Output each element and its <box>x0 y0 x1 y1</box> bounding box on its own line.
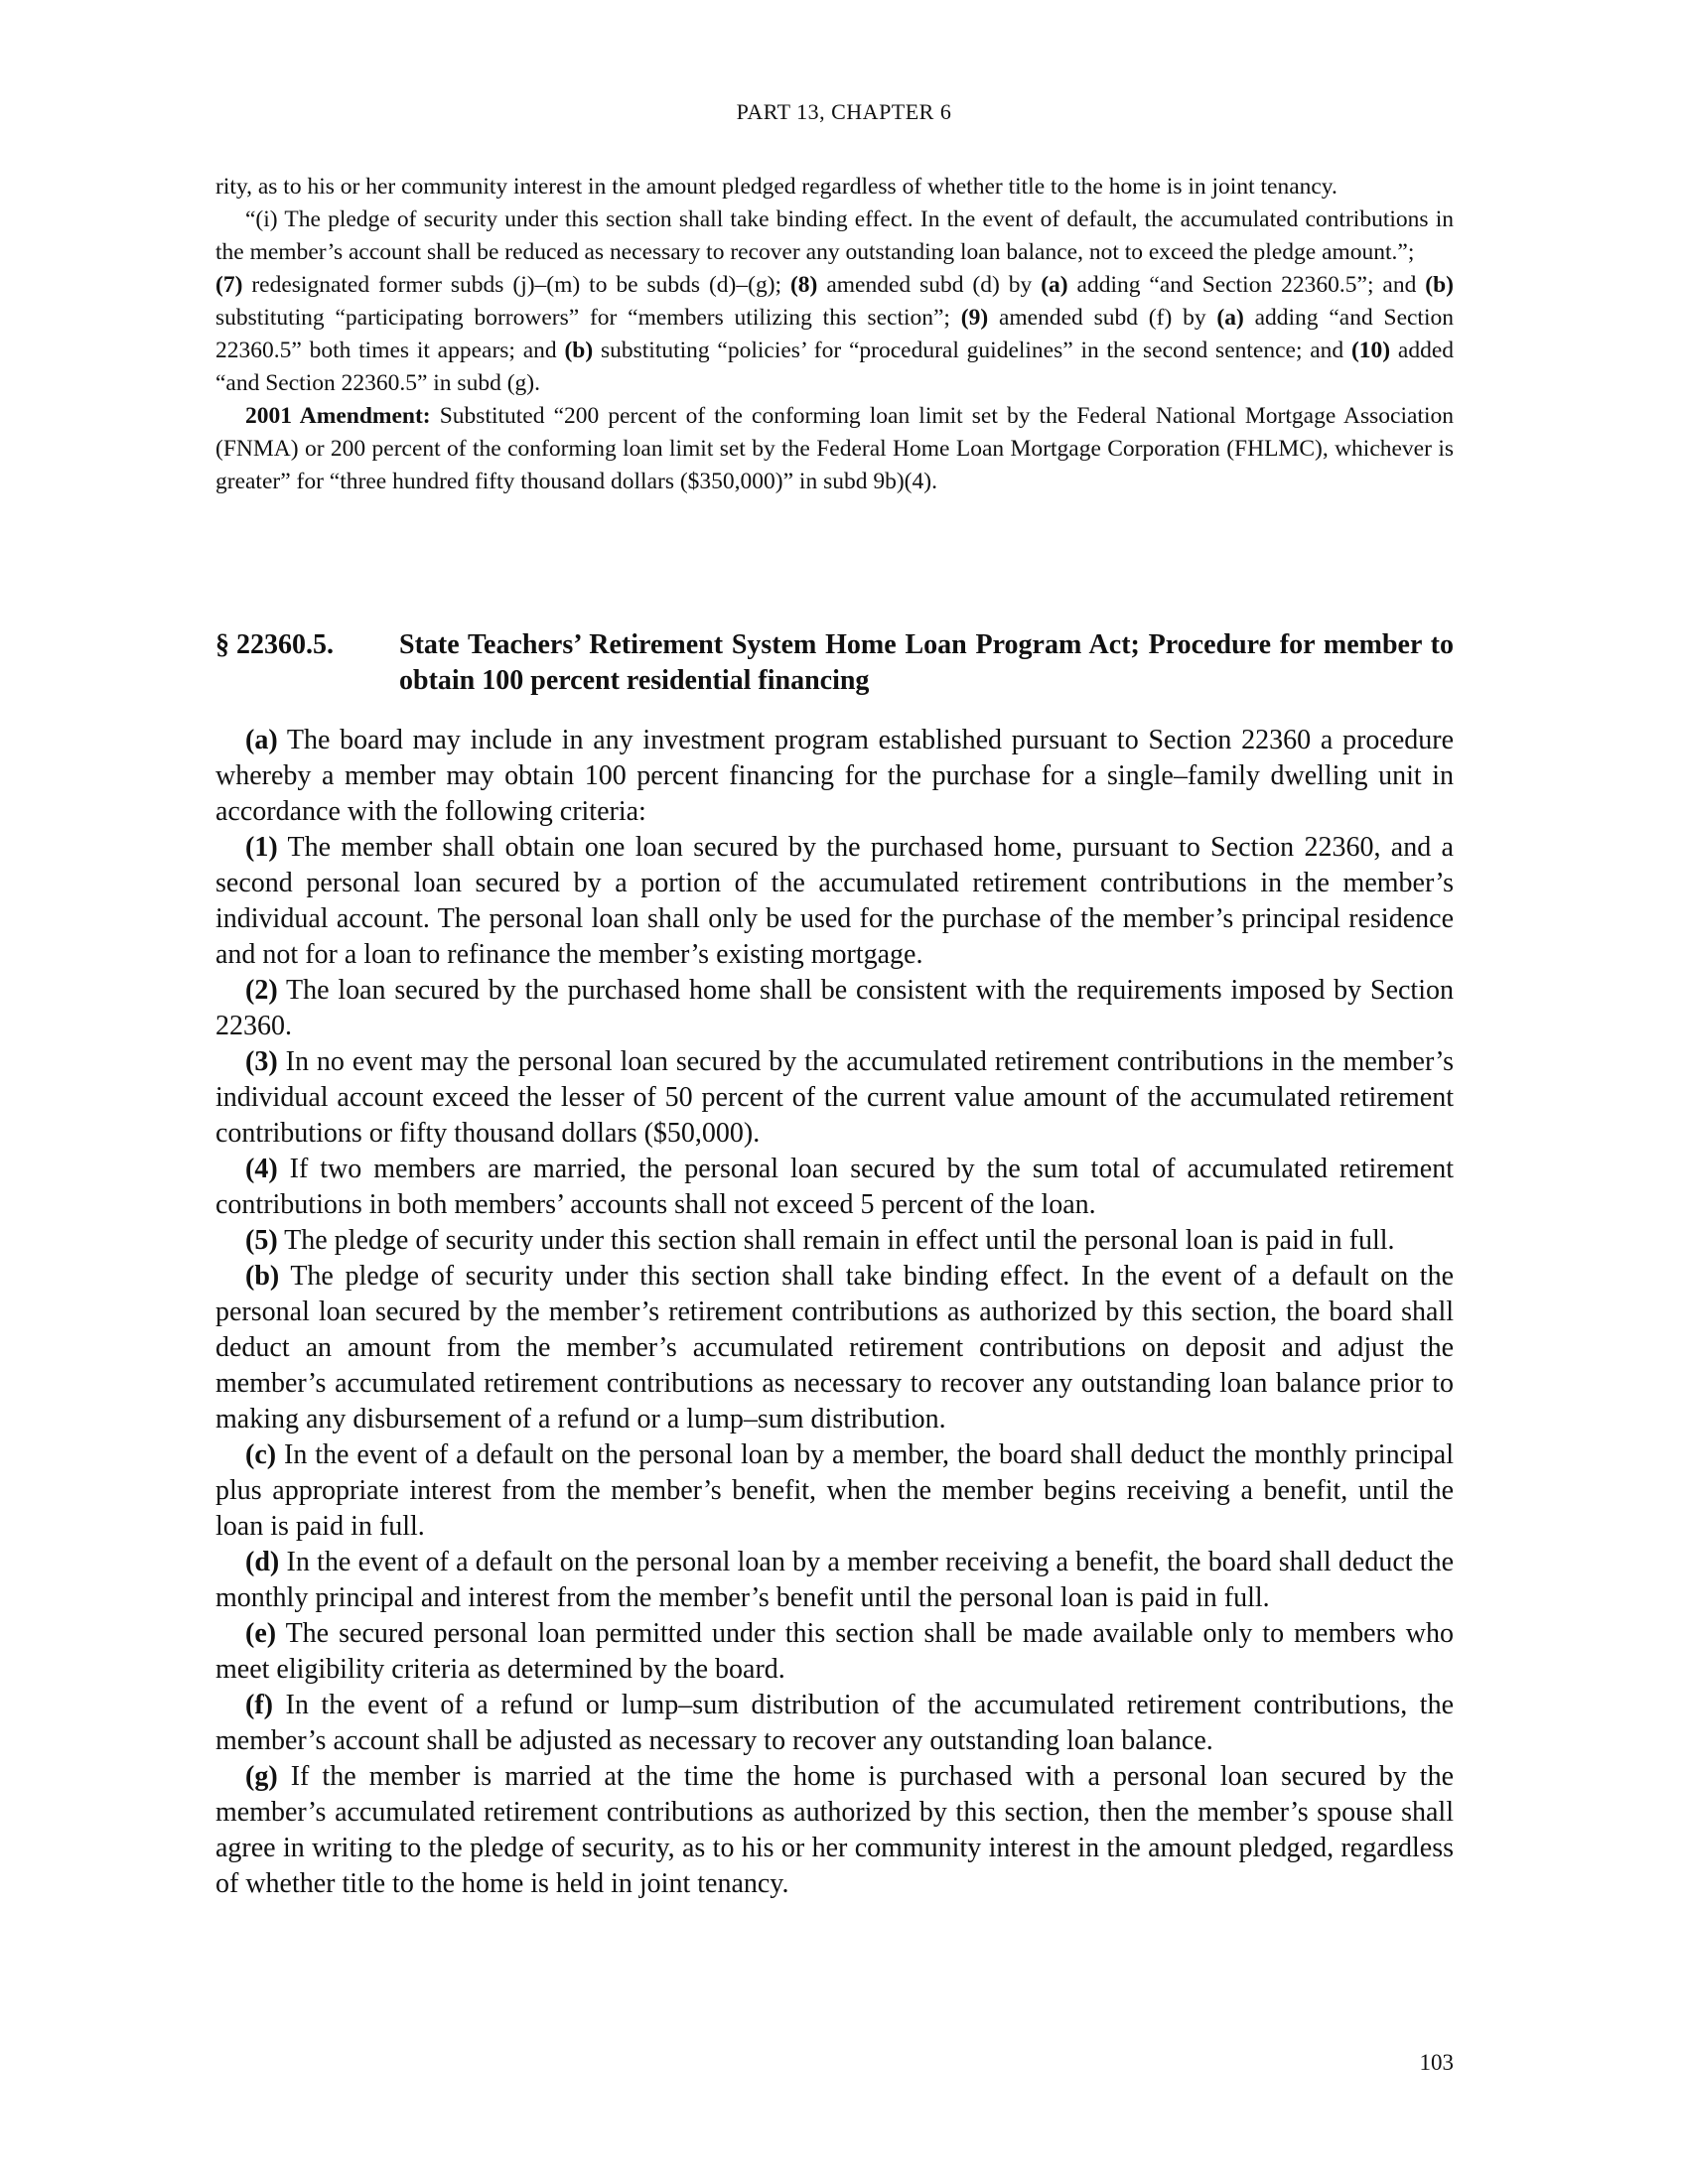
note-run-label: (9) <box>960 305 989 331</box>
page-number: 103 <box>1419 2050 1454 2075</box>
paragraph-text: In no event may the personal loan secured by the accumulated retirement contributions in the member’s individual account exceed the lesser of 50 percent of the current value amount of the accumulated retirement contributions or fifty thousand dollars ($50,000). <box>215 1046 1454 1149</box>
note-run-text: substituting “policies’ for “procedural guidelines” in the second sentence; and <box>593 338 1351 363</box>
running-head: PART 13, CHAPTER 6 <box>736 99 952 124</box>
paragraph-label: (g) <box>245 1761 278 1792</box>
section-paragraph <box>215 1688 1454 1759</box>
paragraph-text: The pledge of security under this section shall remain in effect until the personal loan is paid in full. <box>277 1225 1395 1256</box>
section-number: § 22360.5. <box>215 629 334 660</box>
note-run-text: added “and Section 22360.5” in subd (g). <box>215 338 1454 396</box>
paragraph-label: (5) <box>245 1225 278 1256</box>
note-run-text: amended subd (d) by <box>817 272 1042 298</box>
section-paragraph <box>215 1044 1454 1152</box>
note-run-text: redesignated former subds (j)–(m) to be subds (d)–(g); <box>242 272 790 298</box>
paragraph-text: The loan secured by the purchased home shall be consistent with the requirements imposed by Section 22360. <box>215 975 1454 1041</box>
note-run-label: (a) <box>1216 305 1244 331</box>
note-run-label: (a) <box>1041 272 1068 298</box>
amendment-text: Substituted “200 percent of the conforming loan limit set by the Federal National Mortgage Association (FNMA) or 200 percent of the conforming loan limit set by the Federal Home Loan Mortgage Corporation (FHLMC), whichever is greater” for “three hundred fifty thousand dollars ($350,000)” in subd 9b)(4). <box>215 403 1455 494</box>
note-run-text: adding “and Section 22360.5” both times it appears; and <box>215 305 1454 363</box>
amendment-2001 <box>215 400 1454 498</box>
note-run-label: (b) <box>1425 272 1455 298</box>
paragraph-text: The member shall obtain one loan secured by the purchased home, pursuant to Section 22360, and a second personal loan secured by a portion of the accumulated retirement contributions in the member’s individual account. The personal loan shall only be used for the purchase of the member’s principal residence and not for a loan to refinance the member’s existing mortgage. <box>215 832 1454 970</box>
amendment-label: 2001 Amendment: <box>245 403 431 429</box>
note-run-text: substituting “participating borrowers” for “members utilizing this section”; <box>215 305 961 331</box>
note-run-label: (b) <box>564 338 594 363</box>
note-run-text: amended subd (f) by <box>988 305 1217 331</box>
paragraph-text: In the event of a refund or lump–sum distribution of the accumulated retirement contributions, the member’s account shall be adjusted as necessary to recover any outstanding loan balance. <box>215 1690 1454 1756</box>
paragraph-label: (4) <box>245 1154 278 1184</box>
section-paragraph <box>215 1223 1454 1259</box>
paragraph-text: In the event of a default on the personal loan by a member receiving a benefit, the board shall deduct the monthly principal and interest from the member’s benefit until the personal loan is paid in full. <box>215 1547 1454 1613</box>
amendment-notes <box>215 171 1454 498</box>
section-title: State Teachers’ Retirement System Home Loan Program Act; Procedure for member to obtain 100 percent residential financing <box>399 629 1454 696</box>
section-body <box>215 723 1454 1902</box>
paragraph-text: If the member is married at the time the home is purchased with a personal loan secured by the member’s accumulated retirement contributions as authorized by this section, then the member’s spouse shall agree in writing to the pledge of security, as to his or her community interest in the amount pledged, regardless of whether title to the home is held in joint tenancy. <box>215 1761 1454 1899</box>
note-run-text: adding “and Section 22360.5”; and <box>1067 272 1426 298</box>
section-paragraph <box>215 830 1454 973</box>
note-run-label: (8) <box>789 272 818 298</box>
paragraph-label: (d) <box>245 1547 280 1577</box>
note-paragraph-redesignations <box>215 269 1454 400</box>
paragraph-text: In the event of a default on the personal loan by a member, the board shall deduct the monthly principal plus appropriate interest from the member’s benefit, when the member begins receiving a benefit, until the loan is paid in full. <box>215 1439 1454 1542</box>
paragraph-label: (a) <box>245 725 278 755</box>
section-paragraph <box>215 1616 1454 1688</box>
note-run-label: (7) <box>215 272 243 298</box>
note-paragraph: rity, as to his or her community interest in the amount pledged regardless of whether title to the home is in joint tenancy. <box>215 174 1337 200</box>
paragraph-label: (2) <box>245 975 278 1006</box>
paragraph-text: If two members are married, the personal loan secured by the sum total of accumulated retirement contributions in both members’ accounts shall not exceed 5 percent of the loan. <box>215 1154 1454 1220</box>
paragraph-label: (3) <box>245 1046 278 1077</box>
section-paragraph <box>215 1152 1454 1223</box>
paragraph-text: The secured personal loan permitted under this section shall be made available only to members who meet eligibility criteria as determined by the board. <box>215 1618 1454 1685</box>
section-heading <box>215 627 1454 699</box>
section-paragraph <box>215 723 1454 830</box>
note-run-label: (10) <box>1350 338 1391 363</box>
section-paragraph <box>215 1259 1454 1437</box>
section-paragraph <box>215 1437 1454 1545</box>
section-paragraph <box>215 1545 1454 1616</box>
paragraph-label: (c) <box>245 1439 277 1470</box>
section-paragraph <box>215 1759 1454 1902</box>
paragraph-label: (b) <box>245 1261 280 1292</box>
paragraph-label: (e) <box>245 1618 277 1649</box>
note-paragraph: “(i) The pledge of security under this section shall take binding effect. In the event of default, the accumulated contributions in the member’s account shall be reduced as necessary to recover any outstanding loan balance, not to exceed the pledge amount.”; <box>215 206 1454 265</box>
paragraph-label: (f) <box>245 1690 273 1720</box>
paragraph-text: The board may include in any investment program established pursuant to Section 22360 a procedure whereby a member may obtain 100 percent financing for the purchase for a single–family dwelling unit in accordance with the following criteria: <box>215 725 1454 827</box>
paragraph-label: (1) <box>245 832 278 863</box>
paragraph-text: The pledge of security under this section shall take binding effect. In the event of a default on the personal loan secured by the member’s retirement contributions as authorized by this section, the board shall deduct an amount from the member’s accumulated retirement contributions on deposit and adjust the member’s accumulated retirement contributions as necessary to recover any outstanding loan balance prior to making any disbursement of a refund or a lump–sum distribution. <box>215 1261 1454 1434</box>
section-paragraph <box>215 973 1454 1044</box>
